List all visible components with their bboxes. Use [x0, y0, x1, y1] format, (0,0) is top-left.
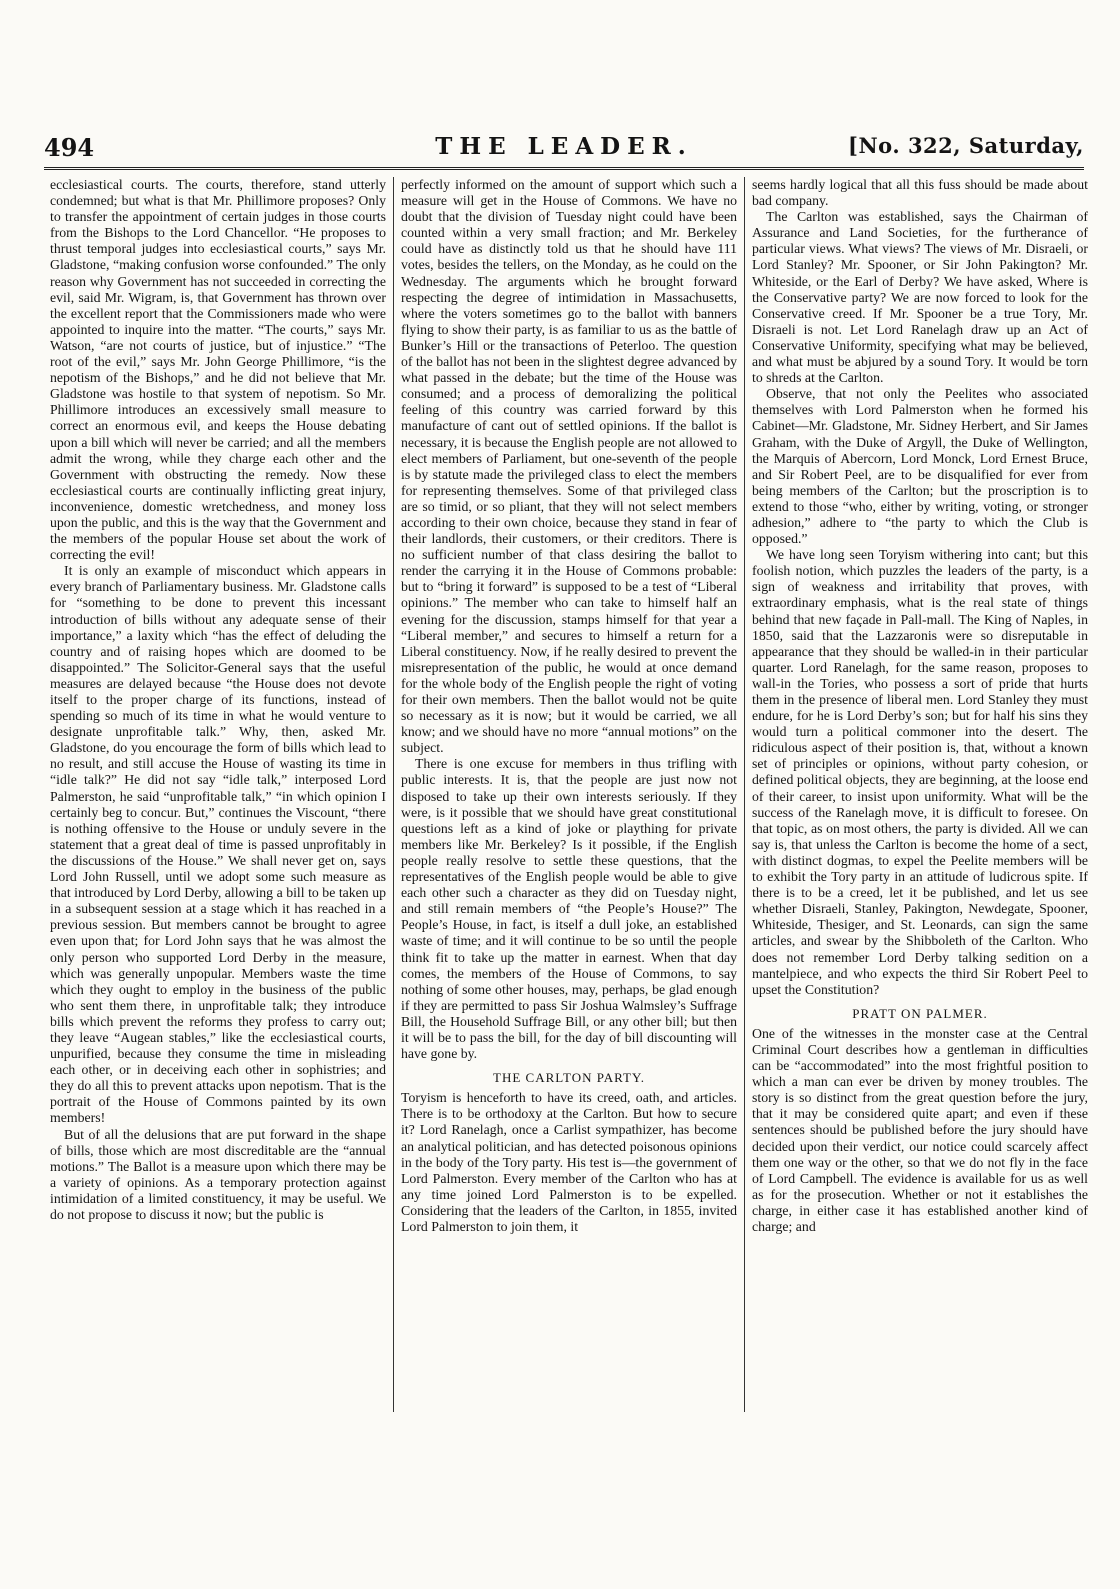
column-1: [50, 177, 386, 1412]
article-paragraph: perfectly informed on the amount of support which such a measure will get in the House of Commons. We have no doubt that the division of Tuesday night could have been counted within a very small fraction; and Mr. Berkeley could have as distinctly told us that he should have 111 votes, besides the tellers, on the Monday, as he could on the Wednesday. The arguments which he brought forward respecting the degree of intimidation in Massachusetts, where the voters sometimes go to the ballot with banners flying to show their party, is as familiar to us as the battle of Bunker’s Hill or the transactions of Peterloo. The question of the ballot has not been in the slightest degree advanced by what passed in the debate; but the time of the House was consumed; and a process of demoralizing the political feeling of this country was carried forward by this manufacture of cant out of settled opinions. If the ballot is necessary, it is because the English people are not allowed to elect members of Parliament, but one-seventh of the people is by statute made the privileged class to elect the members for representing themselves. Some of that privileged class are so timid, or so pliant, that they will not select members according to their own choice, because they stand in fear of their landlords, their customers, or their creditors. There is no sufficient number of that class desiring the ballot to render the carrying it in the House of Commons probable: but to “bring it forward” is supposed to be a test of “Liberal opinions.” The member who can take to himself half an evening for the discussion, stamps himself for that year a “Liberal member,” and secures to himself a return for a Liberal constituency. Now, if he really desired to prevent the misrepresentation of the public, he would at once demand for the whole body of the English people the right of voting for their own members. Then the ballot would not be quite so necessary as it is now; but it would be carried, we all know; and we should have no more “annual motions” on the subject.: [401, 177, 737, 756]
issue-line: [No. 322, Saturday,: [848, 133, 1084, 158]
page-number: 494: [44, 133, 95, 162]
article-paragraph: seems hardly logical that all this fuss should be made about bad company.: [752, 177, 1088, 209]
page-header: [44, 133, 1084, 170]
column-3: [752, 177, 1088, 1412]
article-paragraph: Observe, that not only the Peelites who associated themselves with Lord Palmerston when he formed his Cabinet—Mr. Gladstone, Mr. Sidney Herbert, and Sir James Graham, with the Duke of Argyll, the Duke of Wellington, the Marquis of Abercorn, Lord Monck, Lord Ernest Bruce, and Sir Robert Peel, are to be disqualified for ever from being members of the Carlton; but the proscription is to extend to those “who, either by writing, voting, or stronger adhesion,” adhere to “the party to which the Club is opposed.”: [752, 386, 1088, 547]
article-paragraph: One of the witnesses in the monster case at the Central Criminal Court describes how a gentleman in difficulties can be “accommodated” into the most frightful position to which a man can ever be driven by money troubles. The story is so distinct from the great question before the jury, that it may be considered quite apart; and even if these sentences should be published before the jury should have decided upon their verdict, our notice could scarcely affect them one way or the other, so that we do not fly in the face of Lord Campbell. The evidence is available for us as well as for the prosecution. Whether or not it establishes the charge, in either case it has established another kind of charge; and: [752, 1025, 1088, 1234]
column-rule: [393, 177, 394, 1412]
section-heading-carlton-party: THE CARLTON PARTY.: [493, 1070, 645, 1086]
article-paragraph: There is one excuse for members in thus trifling with public interests. It is, that the people are just now not disposed to take up their own interests seriously. If they were, is it possible that we should have great constitutional questions left as a kind of joke or plaything for private members like Mr. Berkeley? Is it possible, if the English people really resolve to settle these questions, that the representatives of the English people would be able to give each other such a character as they did on Tuesday night, and still remain members of “the People’s House?” The People’s House, in fact, is itself a dull joke, an established waste of time; and it will continue to be so until the people think fit to take up the matter in earnest. When that day comes, the members of the House of Commons, to say nothing of some other houses, may, perhaps, be glad enough if they are permitted to pass Sir Joshua Walmsley’s Suffrage Bill, the Household Suffrage Bill, or any other bill; but then it will be to pass the bill, for the day of bill discounting will have gone by.: [401, 756, 737, 1062]
column-rule: [744, 177, 745, 1412]
article-paragraph: ecclesiastical courts. The courts, therefore, stand utterly condemned; but what is that Mr. Phillimore proposes? Only to transfer the appointment of certain judges in those courts from the Bishops to the Lord Chancellor. “He proposes to thrust temporal judges into ecclesiastical courts,” says Mr. Gladstone, “making confusion worse confounded.” The only reason why Government has not succeeded in correcting the evil, said Mr. Wigram, is, that Government has thrown over the excellent report that the Commissioners made who were appointed to inquire into the matter. “The courts,” says Mr. Watson, “are not courts of justice, but of injustice.” “The root of the evil,” says Mr. John George Phillimore, “is the nepotism of the Bishops,” and he did not believe that Mr. Gladstone was hostile to that system of nepotism. So Mr. Phillimore introduces an excessively small measure to correct an enormous evil, and keeps the House debating upon a bill which will never be carried; and all the members admit the wrong, while they charge each other and the Government with obstructing the remedy. Now these ecclesiastical courts are continually inflicting great injury, inconvenience, domestic wretchedness, and money loss upon the public, and this is the way that the Government and the members of the popular House set about the work of correcting the evil!: [50, 177, 386, 563]
article-paragraph: Toryism is henceforth to have its creed, oath, and articles. There is to be orthodoxy at the Carlton. But how to secure it? Lord Ranelagh, once a Carlist sympathizer, has become an analytical politician, and has detected poisonous opinions in the body of the Tory party. His test is—the government of Lord Palmerston. Every member of the Carlton who has at any time joined Lord Palmerston is to be expelled. Considering that the leaders of the Carlton, in 1855, invited Lord Palmerston to join them, it: [401, 1090, 737, 1234]
column-2: [401, 177, 737, 1412]
article-paragraph: It is only an example of misconduct which appears in every branch of Parliamentary business. Mr. Gladstone calls for “something to be done to prevent this incessant introduction of bills without any adequate sense of their importance,” a laxity which “has the effect of deluding the country and of raising hopes which are doomed to be disappointed.” The Solicitor-General says that the useful measures are delayed because “the House does not devote itself to the proper charge of its functions, instead of spending so much of its time in what he would venture to designate unprofitable talk.” Why, then, asked Mr. Gladstone, do you encourage the form of bills which lead to no result, and still accuse the House of wasting its time in “idle talk?” He did not say “idle talk,” interposed Lord Palmerston, he said “unprofitable talk,” “in which opinion I certainly beg to concur. But,” continues the Viscount, “there is nothing offensive to the House or unduly severe in the statement that a great deal of time is passed unprofitably in the discussions of the House.” We shall never get on, says Lord John Russell, until we adopt some such measure as that introduced by Lord Derby, allowing a bill to be taken up in a subsequent session at a stage which it has reached in a previous session. But members cannot be brought to agree even upon that; for Lord John says that he was almost the only person who supported Lord Derby in the measure, which was generally unpopular. Members waste the time which they ought to employ in the business of the public who sent them there, in unprofitable talk; they introduce bills which prevent the reforms they profess to carry out; they leave “Augean stables,” like the ecclesiastical courts, unpurified, because they consume the time in misleading each other, or in deceiving each other in sophistries; and they do all this to prevent attacks upon nepotism. That is the portrait of the House of Commons painted by its own members!: [50, 563, 386, 1126]
article-paragraph: But of all the delusions that are put forward in the shape of bills, those which are most discreditable are the “annual motions.” The Ballot is a measure upon which there may be a variety of opinions. As a temporary protection against intimidation of a limited constituency, it may be useful. We do not propose to discuss it now; but the public is: [50, 1126, 386, 1222]
masthead: THE LEADER.: [435, 133, 693, 160]
section-heading-pratt-on-palmer: PRATT ON PALMER.: [852, 1005, 988, 1021]
article-paragraph: The Carlton was established, says the Chairman of Assurance and Land Societies, for the furtherance of particular views. What views? The views of Mr. Disraeli, or Lord Stanley? Mr. Spooner, or Sir John Pakington? Mr. Whiteside, or the Earl of Derby? We have asked, Where is the Conservative party? We are now forced to look for the Conservative creed. If Mr. Spooner be a true Tory, Mr. Disraeli is not. Let Lord Ranelagh draw up an Act of Conservative Uniformity, specifying what may be believed, and what must be abjured by a sound Tory. It would be torn to shreds at the Carlton.: [752, 209, 1088, 386]
article-paragraph: We have long seen Toryism withering into cant; but this foolish notion, which puzzles the leaders of the party, is a sign of weakness and irritability that proves, with extraordinary emphasis, what is the real state of things behind that new façade in Pall-mall. The King of Naples, in 1850, said that the Lazzaronis were so disreputable in appearance that they should be walled-in in their particular quarter. Lord Ranelagh, for the same reason, proposes to wall-in the Tories, who possess a sort of pride that hurts them in the presence of liberal men. Lord Stanley they must endure, for he is Lord Derby’s son; but for half his sins they would turn a political commoner into the desert. The ridiculous aspect of their position is, that, without a known set of principles or opinions, without party cohesion, or defined political objects, they are beginning, at the loose end of their career, to insist upon uniformity. What will be the success of the Ranelagh move, it is difficult to foresee. On that topic, as on most others, the party is divided. All we can say is, that unless the Carlton is become the home of a sect, with distinct dogmas, to expel the Peelite members will be to exhibit the Tory party in an attitude of ludicrous spite. If there is to be a creed, let it be published, and let us see whether Disraeli, Stanley, Pakington, Newdegate, Spooner, Whiteside, Thesiger, and St. Leonards, can sign the same articles, and swear by the Shibboleth of the Carlton. Who does not remember Lord Derby talking sedition on a mantelpiece, and who expects the third Sir Robert Peel to upset the Constitution?: [752, 547, 1088, 997]
